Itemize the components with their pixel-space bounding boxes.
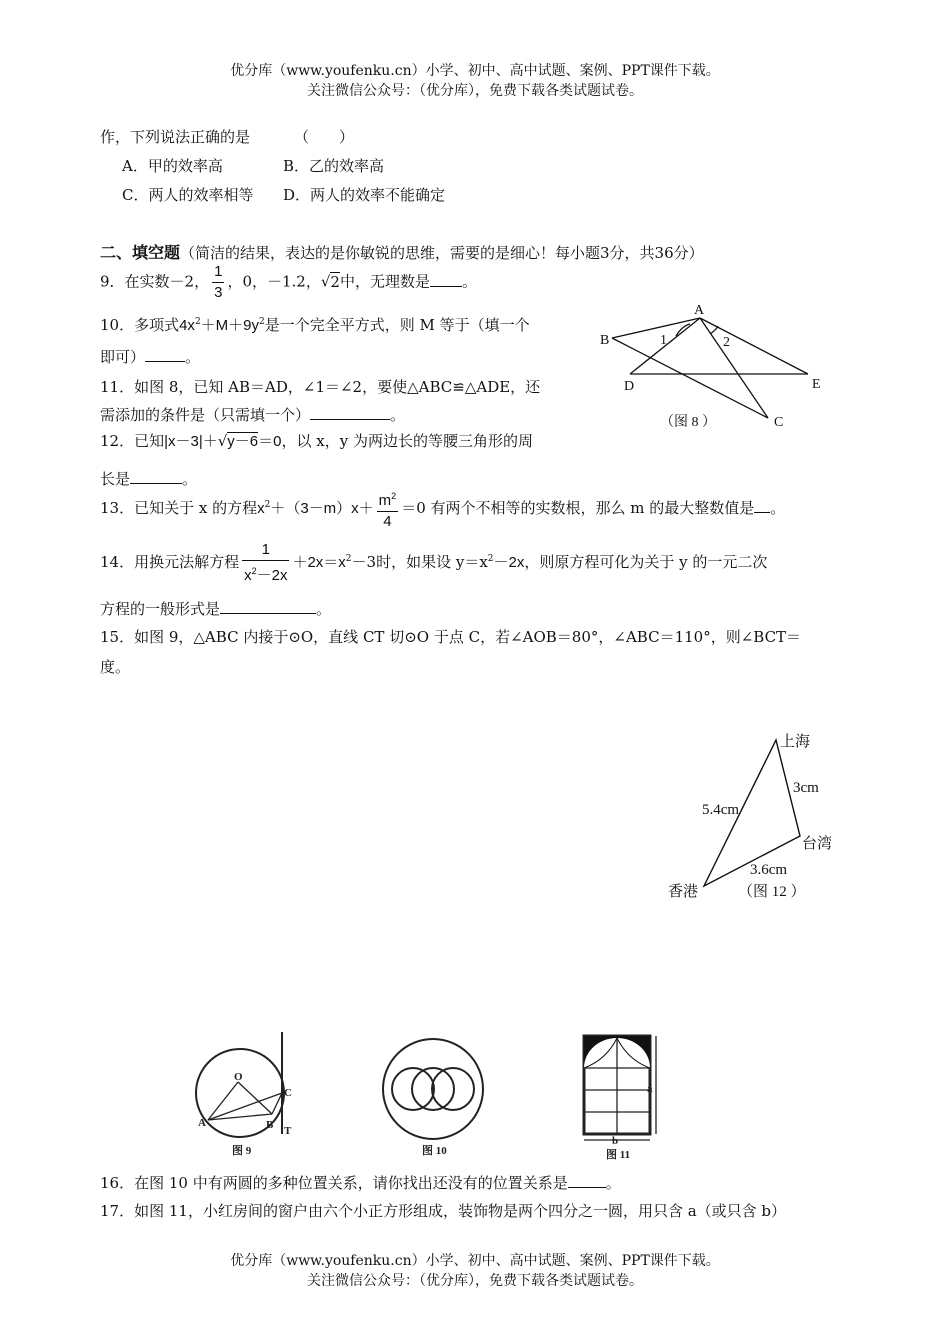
q9-frac-den: 3	[214, 284, 223, 301]
fig9-caption: 图 9	[232, 1145, 252, 1157]
section-2-desc: （简洁的结果，表达的是你敏锐的思维，需要的是细心！每小题3分，共36分）	[180, 244, 704, 262]
fig8-label-c: C	[774, 415, 784, 430]
question-14-line-2	[100, 598, 331, 619]
q14-frac-den-b: －2x	[256, 567, 288, 584]
q13-post: ＝0 有两个不相等的实数根，那么 m 的最大整数值是	[401, 499, 755, 517]
q12-answer-blank[interactable]	[130, 469, 182, 484]
question-15-line-1: 15．如图 9，△ABC 内接于⊙O，直线 CT 切⊙O 于点 C，若∠AOB＝80°，∠ABC＝110°，则∠BCT＝	[100, 628, 802, 646]
q14-mid-b: －3时，如果设 y＝x	[351, 553, 488, 571]
q14-frac-num: 1	[242, 540, 289, 561]
fig11-label-b: b	[612, 1135, 619, 1147]
q11-answer-blank[interactable]	[310, 405, 390, 420]
footer-line-2: 关注微信公众号：（优分库），免费下载各类试题试卷。	[307, 1273, 643, 1289]
q12-pre: 12．已知	[100, 432, 165, 450]
fig8-angle-1-arc	[676, 324, 690, 336]
fig12-label-hongkong: 香港	[668, 884, 699, 900]
q11-end: 。	[390, 406, 406, 424]
question-17: 17．如图 11，小红房间的窗户由六个小正方形组成，装饰物是两个四分之一圆，用只含 a（或只含 b）	[100, 1202, 787, 1220]
q12-eq: ＝0	[258, 433, 282, 450]
header-line-1: 优分库（www.youfenku.cn）小学、初中、高中试题、案例、PPT课件下载。	[230, 63, 720, 79]
fig11-label-a: a	[647, 1083, 653, 1095]
q9-fraction	[212, 262, 224, 303]
q14-frac-den-a: x	[244, 567, 252, 584]
question-13	[100, 486, 785, 532]
q16-end: 。	[605, 1174, 621, 1192]
question-11-line-2	[100, 404, 405, 425]
q13-frac-num-exp: 2	[391, 491, 397, 501]
question-16	[100, 1172, 621, 1193]
fig9-label-o: O	[234, 1071, 243, 1083]
figure-11	[576, 1030, 666, 1160]
question-14	[100, 540, 767, 586]
header-line-2: 关注微信公众号：（优分库），免费下载各类试题试卷。	[307, 83, 643, 99]
q9-mid: ，0，－1.2，	[227, 272, 321, 291]
figure-8	[590, 296, 840, 436]
q13-answer-blank[interactable]	[754, 498, 770, 513]
fig9-label-a: A	[198, 1117, 206, 1129]
q13-pre: 13．已知关于 x 的方程	[100, 499, 258, 517]
q13-exp-a: 2	[264, 500, 271, 510]
fig8-line-ac	[700, 318, 768, 418]
q14-answer-blank[interactable]	[220, 599, 316, 614]
fig12-side-sh-hk: 5.4cm	[702, 802, 740, 818]
q13-frac-num-text: m	[378, 492, 392, 509]
q12-abs-expr: |x－3|＋	[164, 433, 218, 450]
q12-sqrt-value: y－6	[227, 433, 259, 450]
q9-answer-blank[interactable]	[430, 272, 462, 287]
q16-text: 16．在图 10 中有两圆的多种位置关系，请你找出还没有的位置关系是	[100, 1174, 568, 1192]
q12-sqrt-sign: √	[217, 432, 228, 450]
q9-pre: 9．在实数－2，	[100, 272, 210, 291]
fig8-label-b: B	[600, 333, 610, 348]
q10-answer-blank[interactable]	[145, 347, 185, 362]
fig12-label-shanghai: 上海	[780, 734, 811, 750]
fig9-label-c: C	[284, 1087, 292, 1099]
figure-12	[660, 728, 860, 908]
q14-pre: 14．用换元法解方程	[100, 553, 240, 571]
section-2-title: 二、填空题	[100, 243, 181, 262]
q9-frac-num: 1	[212, 262, 224, 283]
q8-option-a: A．甲的效率高	[122, 157, 223, 175]
q13-frac-num	[377, 486, 399, 512]
fig8-angle-2-arc	[710, 326, 718, 334]
q8-stem-text: 作，下列说法正确的是	[100, 128, 251, 146]
q10-expr-b: ＋M＋9y	[200, 317, 260, 334]
q13-expr-b: ＋（3－m）x＋	[270, 500, 374, 517]
q10-pre: 10．多项式	[100, 316, 180, 334]
q14-mid-exp: 2	[345, 554, 352, 564]
fig12-side-sh-tw: 3cm	[793, 780, 819, 796]
q13-expr-a: x	[257, 500, 265, 517]
question-8-stem	[100, 126, 354, 147]
fig8-line-bc	[612, 338, 768, 418]
q10-expr-a: 4x	[179, 317, 195, 334]
q8-option-d: D．两人的效率不能确定	[283, 186, 446, 204]
q13-fraction	[377, 486, 399, 532]
fig8-label-1: 1	[660, 333, 667, 348]
fig8-label-2: 2	[723, 335, 730, 350]
q10-end: 。	[185, 348, 201, 366]
q16-answer-blank[interactable]	[568, 1173, 606, 1188]
question-11-line-1: 11．如图 8，已知 AB＝AD，∠1＝∠2，要使△ABC≌△ADE，还	[100, 378, 541, 396]
fig10-caption: 图 10	[422, 1145, 447, 1157]
q9-sqrt-sign: √	[320, 272, 331, 291]
q10-line2: 即可）	[100, 348, 146, 366]
q12-line2: 长是	[100, 470, 131, 488]
fig12-label-taiwan: 台湾	[802, 836, 833, 852]
fig8-label-d: D	[624, 379, 635, 394]
q12-end: 。	[182, 470, 198, 488]
q14-line2: 方程的一般形式是	[100, 600, 221, 618]
q14-frac-den-exp: 2	[251, 566, 257, 576]
fig11-caption: 图 11	[606, 1149, 631, 1160]
figure-9	[190, 1030, 300, 1160]
q14-fraction	[242, 540, 289, 586]
q11-line2: 需添加的条件是（只需填一个）	[100, 406, 311, 424]
fig12-side-tw-hk: 3.6cm	[750, 862, 788, 878]
q13-end: 。	[770, 499, 786, 517]
fig8-label-e: E	[812, 377, 821, 392]
q8-option-c: C．两人的效率相等	[122, 186, 254, 204]
q12-post: ，以 x，y 为两边长的等腰三角形的周	[281, 432, 533, 450]
fig12-caption: （图 12 ）	[738, 884, 806, 900]
q9-sqrt-value: 2	[330, 272, 340, 291]
q13-frac-den: 4	[383, 513, 392, 530]
q10-post: 是一个完全平方式，则 M 等于（填一个	[264, 316, 530, 334]
q14-mid-a: ＋2x＝x	[292, 554, 346, 571]
fig9-label-b: B	[266, 1119, 274, 1131]
question-10	[100, 314, 530, 335]
q8-option-b: B．乙的效率高	[283, 157, 385, 175]
q14-frac-den	[242, 561, 289, 586]
figure-10	[380, 1030, 490, 1160]
fig9-label-t: T	[284, 1125, 292, 1137]
q10-exp-b: 2	[259, 317, 265, 327]
q9-post: 中，无理数是	[339, 272, 430, 291]
fig8-label-a: A	[694, 303, 705, 318]
question-12	[100, 430, 533, 451]
section-2-heading	[100, 240, 704, 263]
q8-answer-paren: （ ）	[294, 128, 355, 146]
fig8-line-ae	[700, 318, 808, 374]
question-9	[100, 262, 477, 303]
question-15-line-2: 度。	[100, 658, 131, 676]
question-10-line-2	[100, 346, 200, 367]
q14-post: ，则原方程可化为关于 y 的一元二次	[524, 553, 768, 571]
q14-set-b: －2x	[493, 554, 525, 571]
q9-end: 。	[461, 272, 477, 291]
q14-end: 。	[316, 600, 332, 618]
q10-exp-a: 2	[194, 317, 201, 327]
footer-line-1: 优分库（www.youfenku.cn）小学、初中、高中试题、案例、PPT课件下载。	[230, 1253, 720, 1269]
q14-set-exp: 2	[487, 554, 494, 564]
fig8-caption: （图 8 ）	[660, 415, 716, 430]
